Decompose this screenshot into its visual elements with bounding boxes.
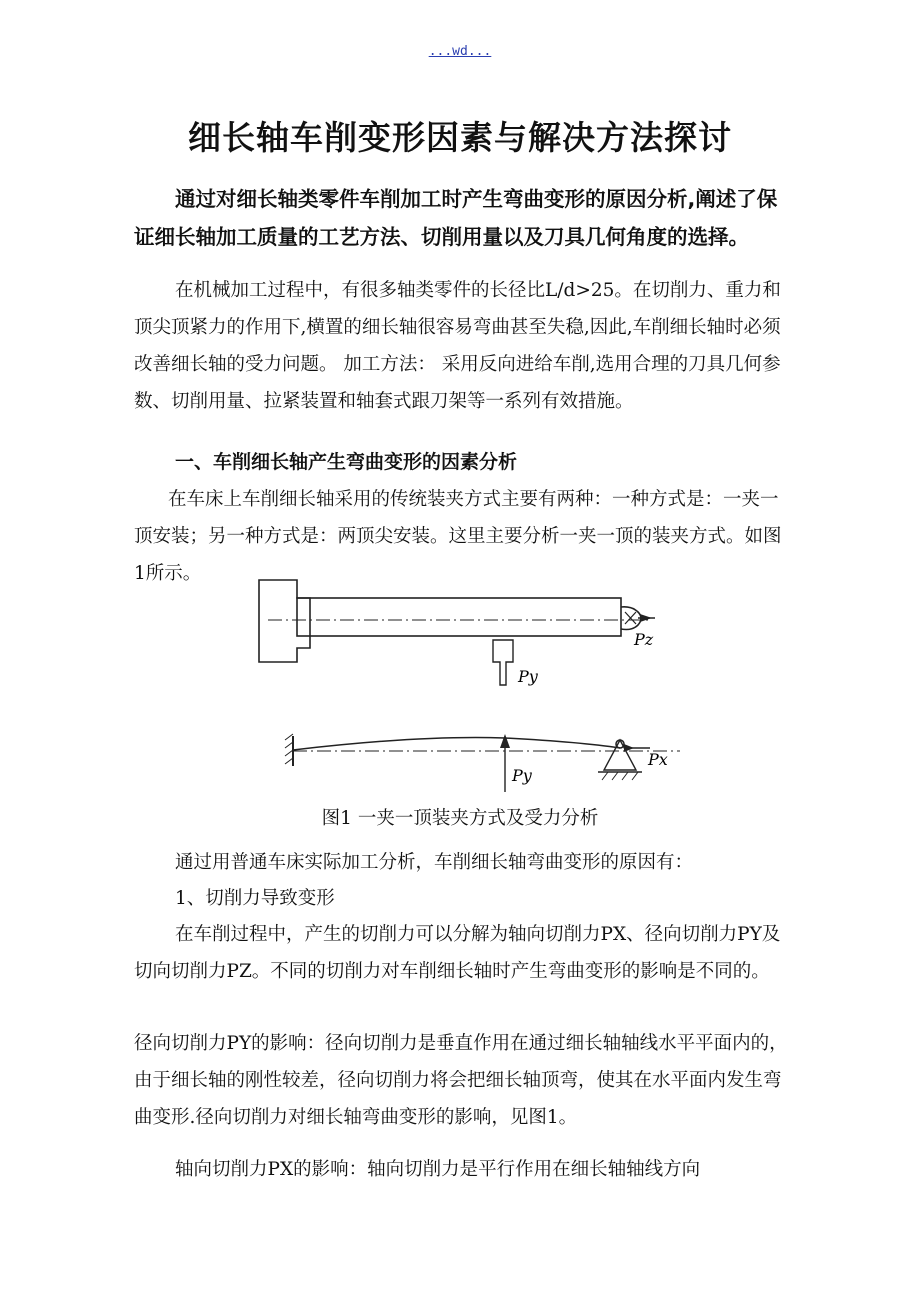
- header-link[interactable]: ...wd...: [428, 44, 492, 59]
- label-pz: Pz: [634, 630, 654, 649]
- chuck-shape: [259, 580, 310, 662]
- axial-force-paragraph: 轴向切削力PX的影响：轴向切削力是平行作用在细长轴轴线方向: [175, 1159, 701, 1180]
- abstract: 通过对细长轴类零件车削加工时产生弯曲变形的原因分析,阐述了保证细长轴加工质量的工艺方法、切削用量以及刀具几何角度的选择。: [134, 187, 778, 249]
- intro-paragraph: 在机械加工过程中，有很多轴类零件的长径比L/d>25。在切削力、重力和顶尖顶紧力的作用下,横置的细长轴很容易弯曲甚至失稳,因此,车削细长轴时必须改善细长轴的受力问题。 加工方法： 采用反向进给车削,选用合理的刀具几何参数、切削用量、拉紧装置和轴套式跟刀架等一系列有效措施。: [134, 280, 781, 412]
- label-py-top: Py: [518, 667, 538, 686]
- deflected-shaft: [293, 738, 620, 751]
- label-py-bottom: Py: [512, 766, 532, 785]
- figure-caption: 图1 一夹一顶装夹方式及受力分析: [321, 808, 599, 829]
- analysis-intro: 通过用普通车床实际加工分析，车削细长轴弯曲变形的原因有：: [175, 852, 694, 873]
- tool-force-arrow: [493, 640, 513, 685]
- section-heading: 一、车削细长轴产生弯曲变形的因素分析: [175, 451, 518, 473]
- item1-paragraph: 在车削过程中，产生的切削力可以分解为轴向切削力PX、径向切削力PY及切向切削力PZ。不同的切削力对车削细长轴时产生弯曲变形的影响是不同的。: [134, 924, 781, 982]
- page-title: 细长轴车削变形因素与解决方法探讨: [188, 118, 732, 157]
- support-triangle: [604, 740, 636, 770]
- shaft-shape: [297, 598, 621, 636]
- label-px: Px: [648, 750, 668, 769]
- item1-heading: 1、切削力导致变形: [175, 888, 335, 909]
- radial-force-paragraph: 径向切削力PY的影响：径向切削力是垂直作用在通过细长轴轴线水平平面内的，由于细长轴的刚性较差，径向切削力将会把细长轴顶弯，使其在水平面内发生弯曲变形.径向切削力对细长轴弯曲变形的影响，见图1。: [134, 1033, 788, 1128]
- section1-paragraph: 在车床上车削细长轴采用的传统装夹方式主要有两种：一种方式是：一夹一顶安装；另一种方式是：两顶尖安装。这里主要分析一夹一顶的装夹方式。如图1所示。: [134, 489, 782, 584]
